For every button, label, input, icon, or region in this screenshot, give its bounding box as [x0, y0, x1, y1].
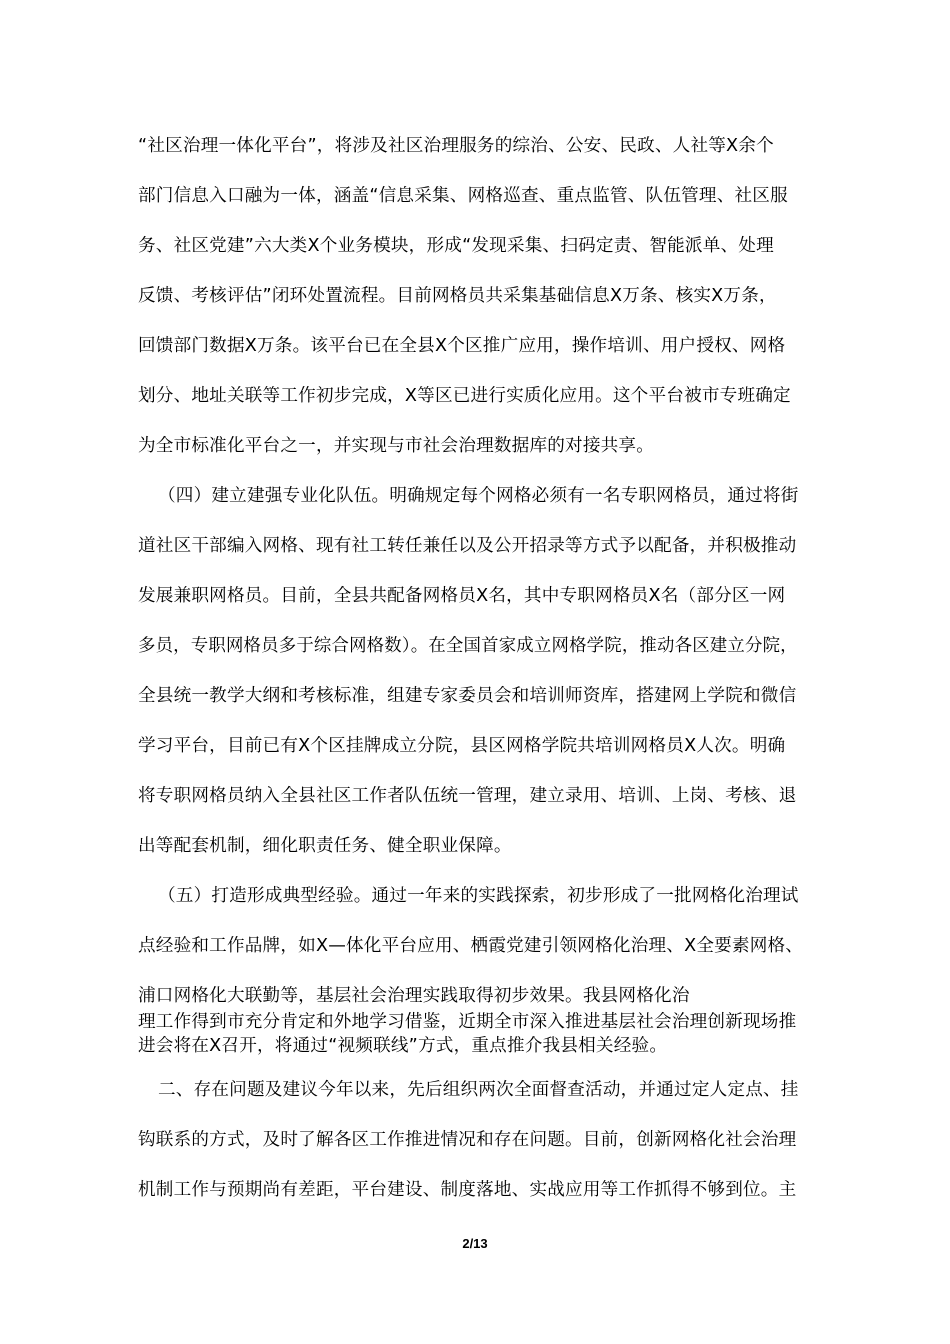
text-line: 学习平台，目前已有Ⅹ个区挂牌成立分院，县区网格学院共培训网格员Ⅹ人次。明确 — [138, 736, 786, 756]
text-line: 为全市标准化平台之一，并实现与市社会治理数据库的对接共享。 — [138, 436, 655, 456]
text-line: 发展兼职网格员。目前，全县共配备网格员Ⅹ名，其中专职网格员Ⅹ名（部分区一网 — [138, 586, 786, 606]
text-line: 机制工作与预期尚有差距，平台建设、制度落地、实战应用等工作抓得不够到位。主 — [138, 1180, 797, 1200]
page-number: 2/13 — [462, 1236, 488, 1251]
section-heading-line: （五）打造形成典型经验。通过一年来的实践探索，初步形成了一批网格化治理试 — [158, 886, 799, 906]
text-line: 多员，专职网格员多于综合网格数）。在全国首家成立网格学院，推动各区建立分院， — [138, 636, 798, 656]
text-line: 浦口网格化大联勤等，基层社会治理实践取得初步效果。我县网格化治 — [138, 986, 690, 1006]
section-heading-line: 二、存在问题及建议今年以来，先后组织两次全面督查活动，并通过定人定点、挂 — [158, 1080, 799, 1100]
text-line: 进会将在Ⅹ召开，将通过“视频联线”方式，重点推介我县相关经验。 — [138, 1036, 668, 1056]
text-line: “社区治理一体化平台”，将涉及社区治理服务的综治、公安、民政、人社等Ⅹ余个 — [138, 136, 774, 156]
text-line: 理工作得到市充分肯定和外地学习借鉴，近期全市深入推进基层社会治理创新现场推 — [138, 1012, 797, 1032]
text-line: 反馈、考核评估”闭环处置流程。目前网格员共采集基础信息Ⅹ万条、核实Ⅹ万条， — [138, 286, 777, 306]
text-line: 出等配套机制，细化职责任务、健全职业保障。 — [138, 836, 512, 856]
text-line: 部门信息入口融为一体，涵盖“信息采集、网格巡查、重点监管、队伍管理、社区服 — [138, 186, 788, 206]
text-line: 全县统一教学大纲和考核标准，组建专家委员会和培训师资库，搭建网上学院和微信 — [138, 686, 797, 706]
text-line: 回馈部门数据Ⅹ万条。该平台已在全县Ⅹ个区推广应用，操作培训、用户授权、网格 — [138, 336, 786, 356]
text-line: 务、社区党建”六大类Ⅹ个业务模块，形成“发现采集、扫码定责、智能派单、处理 — [138, 236, 774, 256]
text-line: 划分、地址关联等工作初步完成，Ⅹ等区已进行实质化应用。这个平台被市专班确定 — [138, 386, 791, 406]
text-line: 钩联系的方式，及时了解各区工作推进情况和存在问题。目前，创新网格化社会治理 — [138, 1130, 797, 1150]
text-line: 道社区干部编入网格、现有社工转任兼任以及公开招录等方式予以配备，并积极推动 — [138, 536, 797, 556]
text-line: 点经验和工作品牌，如Ⅹ—体化平台应用、栖霞党建引领网格化治理、Ⅹ全要素网格、 — [138, 936, 804, 956]
text-line: 将专职网格员纳入全县社区工作者队伍统一管理，建立录用、培训、上岗、考核、退 — [138, 786, 797, 806]
section-heading-line: （四）建立建强专业化队伍。明确规定每个网格必须有一名专职网格员，通过将街 — [158, 486, 799, 506]
